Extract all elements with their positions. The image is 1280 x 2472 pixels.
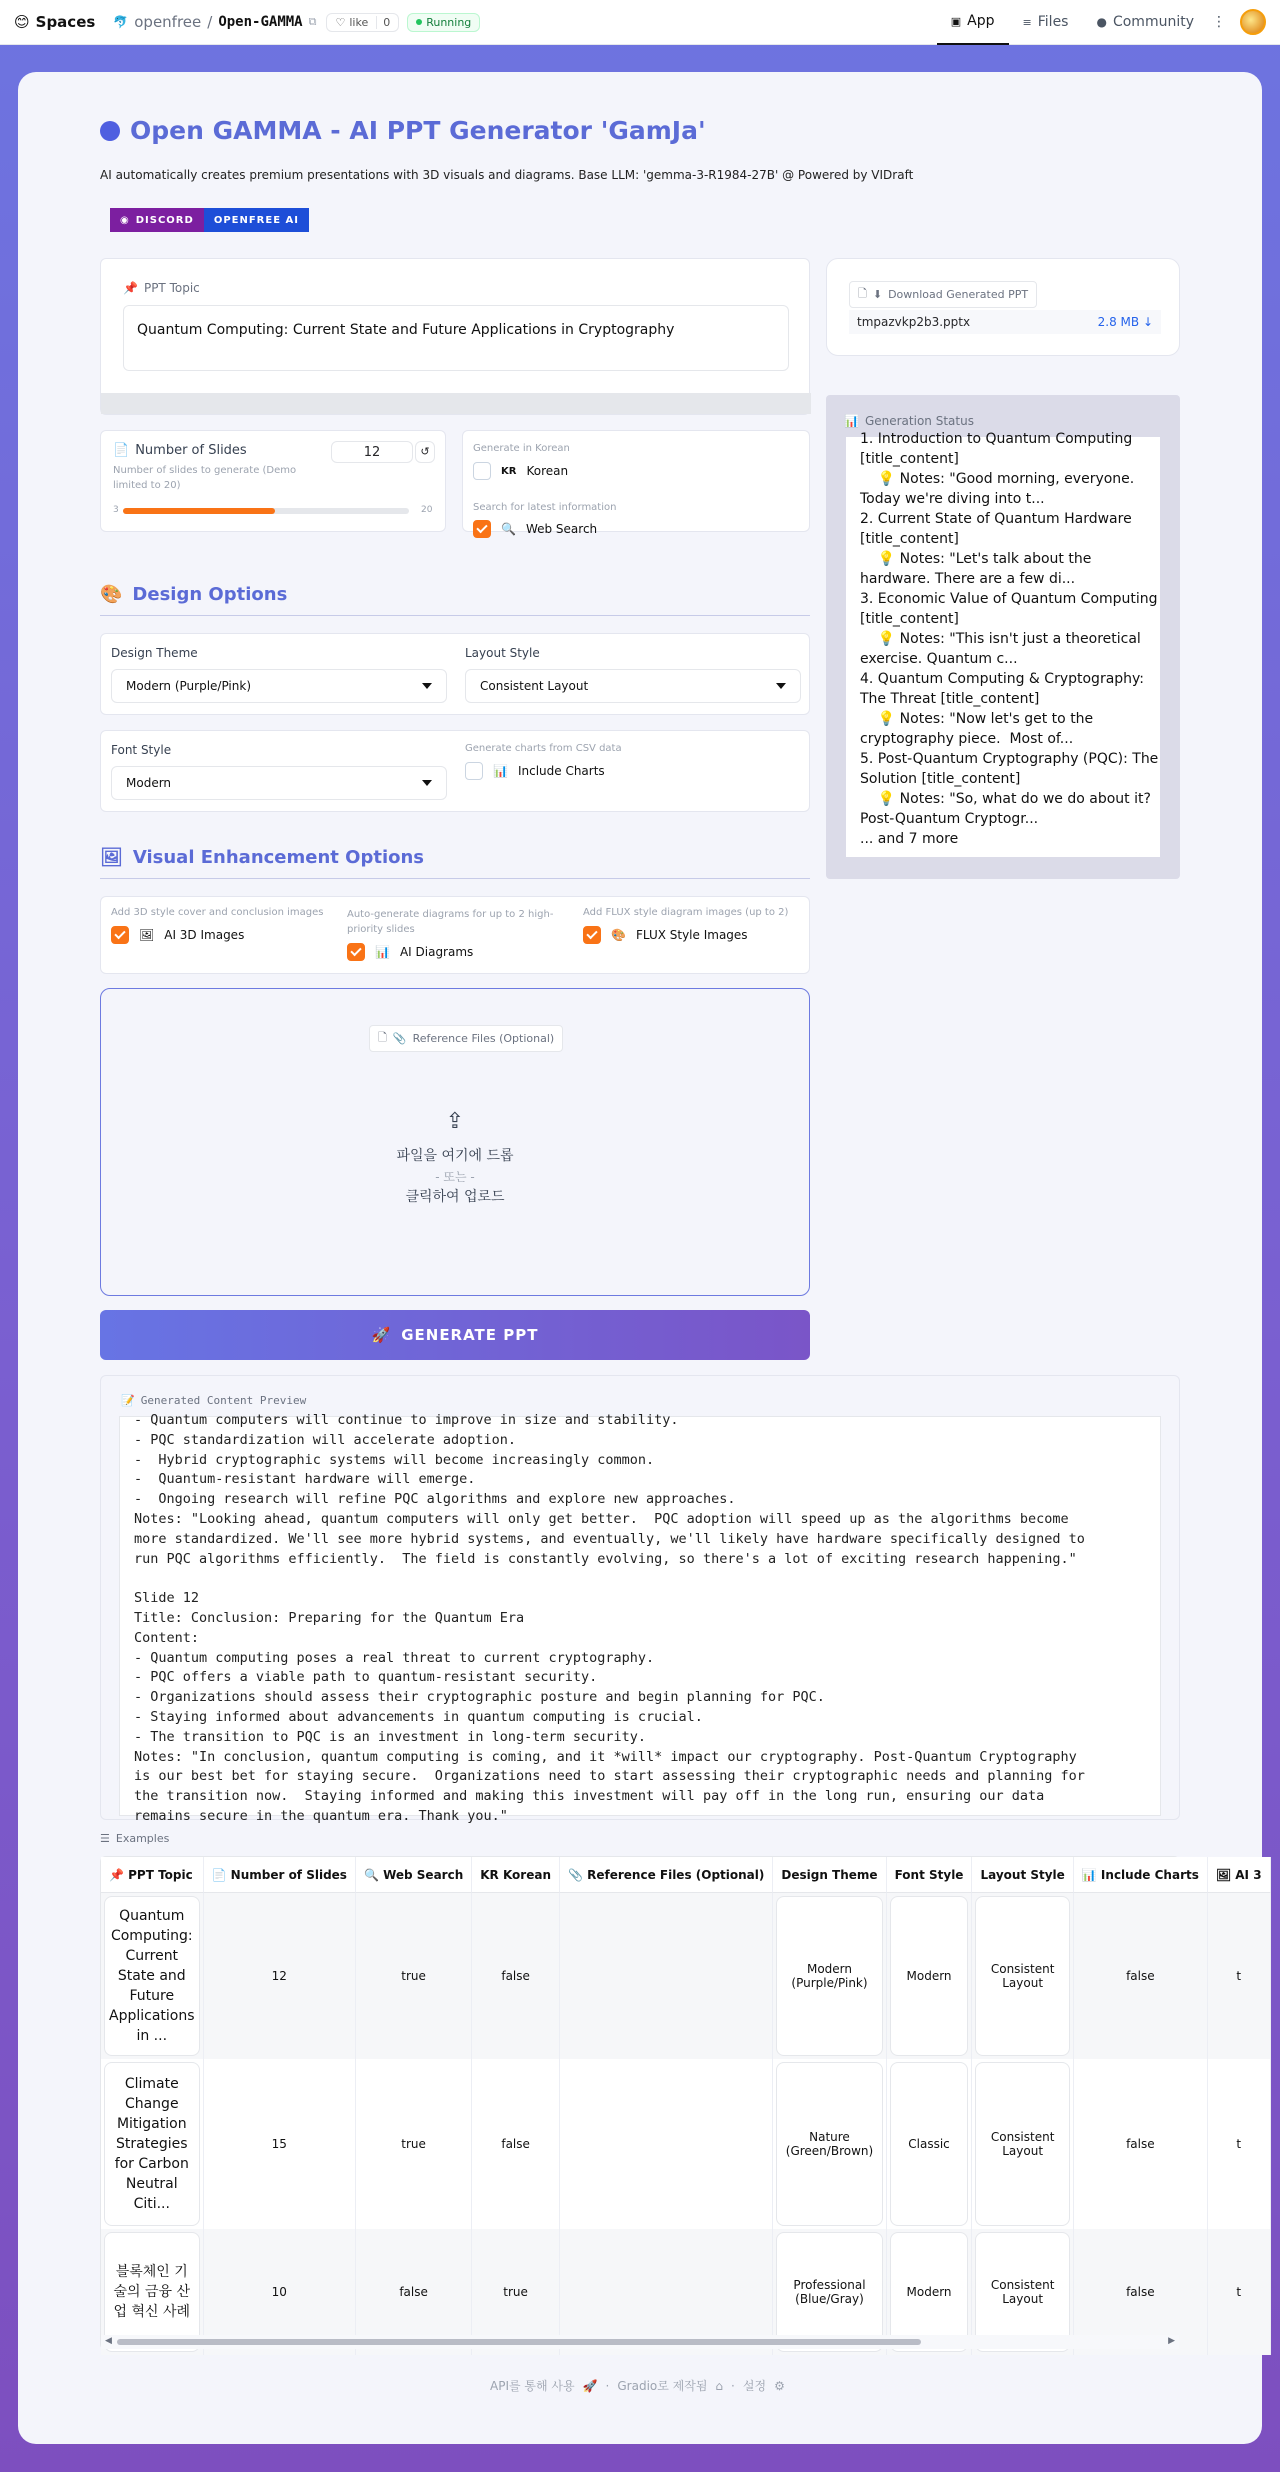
community-icon: ● [1096, 15, 1107, 29]
examples-cell[interactable] [773, 1893, 886, 2059]
preview-line: Title: Conclusion: Preparing for the Quantum Era [134, 1609, 525, 1626]
status-textbox[interactable] [846, 431, 1160, 857]
top-bar [0, 0, 1280, 45]
examples-column-header[interactable]: KR Korean [472, 1857, 560, 1893]
preview-line: - Staying informed about advancements in quantum computing is crucial. [134, 1708, 703, 1725]
examples-cell-value: t [1236, 1969, 1242, 1983]
search-icon: 🔍 [501, 522, 516, 536]
page-title-text: Open GAMMA - AI PPT Generator 'GamJa' [130, 116, 706, 145]
examples-row[interactable] [101, 1893, 1271, 2059]
examples-cell-value: Consistent Layout [975, 2062, 1069, 2226]
status-line: Today we're diving into t... [860, 491, 1045, 507]
footer-separator: · [731, 2378, 735, 2393]
examples-cell-value: 15 [271, 2137, 287, 2151]
preview-line [134, 1569, 1146, 1589]
document-icon: 📄 [113, 443, 130, 458]
preview-line: - PQC standardization will accelerate adoption. [134, 1431, 517, 1448]
visual-divider [100, 878, 810, 879]
upload-or-text: - 또는 - [435, 1170, 475, 1184]
openfree-badge-label: OPENFREE AI [213, 214, 299, 226]
status-line: 3. Economic Value of Quantum Computing [860, 591, 1158, 607]
examples-cell-value: Classic [890, 2062, 969, 2226]
layout-style-select[interactable] [465, 669, 801, 703]
include-charts-row[interactable] [465, 762, 605, 780]
nav-files[interactable] [1009, 0, 1083, 45]
examples-column-header[interactable]: 📌 PPT Topic [101, 1857, 204, 1893]
hugging-face-logo-icon: 😊 [14, 13, 30, 31]
examples-label-text: Examples [115, 1832, 170, 1845]
visual-options-heading [100, 847, 424, 868]
scroll-right-icon[interactable]: ▶ [1168, 2336, 1175, 2346]
nav-community-label: Community [1112, 14, 1194, 30]
examples-column-header[interactable]: Design Theme [773, 1857, 886, 1893]
paperclip-icon: 📎 [392, 1032, 407, 1045]
chart-icon: 📊 [844, 414, 859, 428]
design-theme-select[interactable] [111, 669, 447, 703]
websearch-checkbox[interactable] [473, 520, 491, 538]
examples-cell[interactable] [1208, 2059, 1271, 2229]
like-button[interactable] [326, 13, 399, 32]
visual-heading-text: Visual Enhancement Options [132, 847, 425, 868]
layout-style-label: Layout Style [465, 646, 540, 660]
preview-label [121, 1394, 306, 1407]
preview-line: Content: [134, 1629, 200, 1646]
slides-label-text: Number of Slides [135, 443, 247, 458]
preview-line: - Quantum computers will continue to improve in size and stability. [134, 1412, 679, 1428]
visual-options-panel [100, 896, 810, 974]
ai-3d-checkbox[interactable] [111, 926, 129, 944]
examples-cell-value: Modern [890, 2232, 969, 2352]
reference-files-upload[interactable] [100, 988, 810, 1296]
heart-icon: ♡ [335, 15, 346, 29]
footer-separator: · [605, 2378, 610, 2393]
design-divider [100, 615, 810, 616]
more-options-icon[interactable]: ⋮ [1212, 14, 1226, 30]
brand-label: Spaces [35, 13, 96, 31]
preview-label-text: Generated Content Preview [140, 1394, 307, 1407]
nav-app[interactable] [937, 0, 1009, 45]
examples-cell-value: false [501, 1969, 530, 1983]
spaces-brand[interactable] [14, 13, 95, 31]
path-separator: / [207, 13, 213, 31]
examples-cell-value: Consistent Layout [975, 2232, 1069, 2352]
slides-info: Number of slides to generate (Demo limited to 20) [113, 465, 297, 491]
preview-line: - Organizations should assess their cryptographic posture and begin planning for PQC. [134, 1689, 825, 1706]
examples-cell[interactable] [204, 1893, 356, 2059]
gradio-logo-icon: ⌂ [715, 2378, 724, 2393]
gear-icon: ⚙ [774, 2378, 785, 2393]
websearch-label: Web Search [525, 522, 598, 536]
preview-line: - PQC offers a viable path to quantum-resistant security. [134, 1669, 598, 1686]
download-size[interactable]: 2.8 MB ↓ [1097, 315, 1153, 329]
examples-cell[interactable] [1074, 2059, 1208, 2229]
status-line: 💡 Notes: "So, what do we do about it? [860, 791, 1151, 807]
openfree-badge[interactable] [204, 208, 309, 232]
org-avatar-icon: 🐬 [113, 15, 129, 29]
examples-column-header[interactable]: 📎 Reference Files (Optional) [560, 1857, 773, 1893]
page-subtitle: AI automatically creates premium presentations with 3D visuals and diagrams. Base LLM: 'gemma-3-R1984-27B' @ Powered by VIDraft [100, 168, 914, 182]
korean-info: Generate in Korean [473, 443, 570, 454]
flux-label: FLUX Style Images [635, 928, 748, 942]
examples-cell-value: Consistent Layout [975, 1896, 1069, 2056]
examples-column-header[interactable]: Layout Style [972, 1857, 1073, 1893]
running-status-badge[interactable] [407, 13, 480, 32]
ai-3d-info: Add 3D style cover and conclusion images [111, 907, 324, 918]
examples-label [100, 1832, 169, 1845]
repo-path [113, 13, 316, 31]
repo-owner-link[interactable]: openfree [134, 13, 202, 31]
design-theme-panel [100, 633, 810, 715]
flux-row[interactable] [583, 926, 748, 944]
examples-cell-value: false [1126, 2137, 1155, 2151]
ppt-topic-label-text: PPT Topic [143, 281, 200, 295]
like-label: like [349, 15, 369, 29]
status-line: ... and 7 more [860, 831, 959, 847]
examples-cell-value: Climate Change Mitigation Strategies for Carbon Neutral Citi... [104, 2062, 200, 2226]
examples-cell[interactable] [101, 2059, 204, 2229]
examples-cell-value: Professional (Blue/Gray) [776, 2232, 882, 2352]
copy-icon[interactable]: ⧉ [308, 15, 317, 28]
status-line: 💡 Notes: "Let's talk about the [860, 551, 1092, 567]
page-title [100, 116, 706, 145]
font-style-panel [100, 730, 810, 812]
scroll-left-icon[interactable]: ◀ [105, 2336, 112, 2346]
bomb-icon [100, 121, 120, 141]
preview-line: remains secure in the quantum era. Thank you." [134, 1807, 508, 1824]
font-style-select[interactable] [111, 766, 447, 800]
korean-flag-icon: KR [501, 465, 517, 477]
status-line: 💡 Notes: "Now let's get to the [860, 711, 1094, 727]
design-theme-label: Design Theme [111, 646, 198, 660]
examples-cell-value: Quantum Computing: Current State and Future Applications in ... [104, 1896, 200, 2056]
ai-diagrams-row[interactable] [347, 943, 473, 961]
chevron-down-icon [776, 683, 786, 689]
ai-diagrams-info: Auto-generate diagrams for up to 2 high-priority slides [347, 909, 554, 935]
examples-cell[interactable] [972, 2059, 1073, 2229]
nav-files-label: Files [1037, 14, 1069, 30]
like-count: 0 [376, 16, 390, 29]
slider-min: 3 [113, 505, 119, 515]
slider-max: 20 [421, 505, 433, 515]
include-charts-checkbox[interactable] [465, 762, 483, 780]
preview-line: - Quantum computing poses a real threat to current cryptography. [134, 1649, 655, 1666]
ai-diagrams-checkbox[interactable] [347, 943, 365, 961]
status-label-text: Generation Status [864, 414, 974, 428]
footer-settings-link[interactable]: 설정 [742, 2379, 767, 2393]
ai-3d-label: AI 3D Images [164, 928, 245, 942]
websearch-info: Search for latest information [473, 502, 617, 513]
layout-style-value: Consistent Layout [480, 679, 589, 693]
examples-cell-value: false [501, 2137, 530, 2151]
ppt-topic-input[interactable]: Quantum Computing: Current State and Future Applications in Cryptography [123, 305, 789, 371]
image-icon: 🖼 [100, 847, 123, 868]
status-line: 💡 Notes: "Good morning, everyone. [860, 471, 1135, 487]
status-line: Solution [title_content] [860, 771, 1021, 787]
options-panel [462, 430, 810, 536]
status-line: [title_content] [860, 611, 959, 627]
examples-cell[interactable] [204, 2059, 356, 2229]
examples-cell[interactable] [356, 1893, 472, 2059]
flux-checkbox[interactable] [583, 926, 601, 944]
download-icon: ⬇ [872, 288, 883, 301]
rocket-icon: 🚀 [582, 2378, 598, 2393]
discord-icon: ◉ [120, 214, 130, 226]
examples-cell-value: true [503, 2285, 528, 2299]
download-filename[interactable]: tmpazvkp2b3.pptx [857, 315, 971, 329]
slider-fill [123, 508, 275, 514]
design-heading-text: Design Options [132, 584, 288, 605]
examples-header-row [101, 1857, 1271, 1893]
discord-badge[interactable] [110, 208, 204, 232]
examples-cell[interactable] [887, 1893, 973, 2059]
slides-number-input[interactable]: 12 [331, 441, 413, 463]
status-label: Running [426, 15, 472, 29]
footer-gradio-link[interactable]: Gradio로 제작됨 [617, 2379, 708, 2393]
examples-table [101, 1857, 1271, 2355]
examples-cell[interactable] [972, 1893, 1073, 2059]
status-label [844, 414, 974, 428]
upload-icon: ⇪ [445, 1109, 465, 1134]
image-icon: 🖼 [139, 928, 155, 942]
status-line: 4. Quantum Computing & Cryptography: [860, 671, 1145, 687]
ppt-topic-label [123, 281, 200, 295]
korean-checkbox-row[interactable] [473, 462, 568, 480]
chevron-down-icon [422, 683, 432, 689]
palette-icon: 🎨 [611, 928, 626, 942]
file-icon: 🗋 [378, 1031, 387, 1044]
download-panel [826, 258, 1180, 356]
preview-line: Notes: "Looking ahead, quantum computers will only get better. PQC adoption will speed up as the algorithms become [134, 1510, 1069, 1527]
font-style-label: Font Style [111, 743, 172, 757]
generate-ppt-button[interactable] [100, 1310, 810, 1360]
examples-cell-value: Nature (Green/Brown) [776, 2062, 882, 2226]
preview-line: - The transition to PQC is an investment in long-term security. [134, 1728, 647, 1745]
upload-click-text: 클릭하여 업로드 [405, 1189, 505, 1205]
status-line: [title_content] [860, 451, 959, 467]
examples-cell-value: 블록체인 기술의 금융 산업 혁신 사례 [104, 2232, 200, 2352]
include-charts-label: Include Charts [517, 764, 605, 778]
generation-status-panel [826, 395, 1180, 879]
examples-cell-value: true [401, 2137, 426, 2151]
scrollbar-thumb[interactable] [117, 2339, 921, 2345]
examples-cell-value: Modern [890, 1896, 969, 2056]
nav-app-label: App [967, 13, 995, 29]
preview-line: - Hybrid cryptographic systems will become increasingly common. [134, 1451, 655, 1468]
examples-column-header[interactable]: Font Style [887, 1857, 973, 1893]
user-avatar[interactable] [1240, 9, 1266, 35]
memo-icon: 📝 [121, 1394, 135, 1407]
chart-icon: 📊 [375, 945, 390, 959]
pin-icon: 📌 [123, 281, 138, 295]
repo-name-link[interactable]: Open-GAMMA [218, 14, 303, 30]
examples-row[interactable] [101, 2059, 1271, 2229]
examples-cell-value: false [399, 2285, 428, 2299]
korean-checkbox[interactable] [473, 462, 491, 480]
download-label [849, 281, 1037, 308]
examples-cell-value: Modern (Purple/Pink) [776, 1896, 882, 2056]
examples-cell-value: t [1236, 2285, 1242, 2299]
status-line: The Threat [title_content] [860, 691, 1040, 707]
preview-textarea[interactable] [119, 1412, 1161, 1824]
examples-cell-value: false [1126, 1969, 1155, 1983]
rocket-icon: 🚀 [371, 1326, 392, 1344]
examples-column-header[interactable]: 📄 Number of Slides [204, 1857, 356, 1893]
preview-line: - Ongoing research will refine PQC algorithms and explore new approaches. [134, 1491, 736, 1508]
footer-api-link[interactable]: API를 통해 사용 [490, 2379, 575, 2393]
discord-badge-label: DISCORD [135, 214, 194, 226]
preview-line: Slide 12 [134, 1590, 200, 1607]
examples-cell[interactable] [560, 2059, 773, 2229]
status-line: exercise. Quantum c... [860, 651, 1018, 667]
app-icon: ▣ [950, 14, 962, 28]
ppt-topic-panel [100, 258, 810, 415]
preview-line: is our best bet for staying secure. Organizations need to start assessing their cryptographic needs and planning for [134, 1768, 1085, 1785]
examples-cell-value: false [1126, 2285, 1155, 2299]
korean-label: Korean [526, 464, 569, 478]
examples-cell[interactable] [472, 2059, 560, 2229]
examples-cell[interactable] [101, 1893, 204, 2059]
nav-community[interactable] [1082, 0, 1208, 45]
status-line: Post-Quantum Cryptogr... [860, 811, 1039, 827]
topic-footer-bar [101, 393, 811, 414]
status-line: 5. Post-Quantum Cryptography (PQC): The [860, 751, 1159, 767]
preview-line: the transition now. Staying informed and making this investment will pay off in the long run, ensuring our data [134, 1788, 1045, 1805]
upload-label-text: Reference Files (Optional) [412, 1032, 555, 1045]
charts-info: Generate charts from CSV data [465, 743, 622, 754]
list-icon: ☰ [100, 1832, 110, 1845]
examples-cell-value: t [1236, 2137, 1242, 2151]
preview-line: run PQC algorithms efficiently. The field is constantly evolving, so there's a lot of exciting research happening." [134, 1550, 1077, 1567]
horizontal-scrollbar[interactable] [101, 2335, 1179, 2349]
download-file-row[interactable] [849, 310, 1161, 334]
chevron-down-icon [422, 780, 432, 786]
slides-slider[interactable] [123, 508, 409, 514]
examples-cell-value: true [401, 1969, 426, 1983]
chart-icon: 📊 [493, 764, 508, 778]
number-of-slides-panel [100, 430, 446, 532]
status-line: 1. Introduction to Quantum Computing [860, 431, 1133, 447]
examples-column-header[interactable]: 🖼 AI 3 [1208, 1857, 1271, 1893]
status-line: hardware. There are a few di... [860, 571, 1076, 587]
ai-diagrams-label: AI Diagrams [399, 945, 474, 959]
preview-line: more standardized. We'll see more hybrid systems, and eventually, we'll likely have hardware specifically designed to [134, 1530, 1085, 1547]
examples-cell-value: 10 [271, 2285, 287, 2299]
examples-cell-value: 12 [271, 1969, 287, 1983]
generate-button-label: GENERATE PPT [401, 1326, 539, 1344]
slides-label [113, 443, 247, 458]
examples-cell[interactable] [472, 1893, 560, 2059]
footer [490, 2377, 785, 2394]
examples-column-header[interactable]: 🔍 Web Search [356, 1857, 472, 1893]
file-icon: 🗋 [858, 287, 867, 300]
examples-cell[interactable] [887, 2059, 973, 2229]
font-style-value: Modern [126, 776, 172, 790]
design-theme-value: Modern (Purple/Pink) [126, 679, 252, 693]
status-line: [title_content] [860, 531, 959, 547]
reset-icon[interactable]: ↺ [415, 441, 435, 463]
examples-cell[interactable] [773, 2059, 886, 2229]
badges-row [110, 208, 309, 232]
examples-table-container [100, 1856, 1262, 2350]
content-preview-panel [100, 1375, 1180, 1824]
status-line: 💡 Notes: "This isn't just a theoretical [860, 631, 1141, 647]
examples-cell[interactable] [1208, 1893, 1271, 2059]
ai-3d-row[interactable] [111, 926, 244, 944]
flux-info: Add FLUX style diagram images (up to 2) [583, 907, 789, 918]
status-dot-icon [416, 19, 422, 25]
upload-label [369, 1025, 563, 1052]
status-line: 2. Current State of Quantum Hardware [860, 511, 1132, 527]
examples-cell[interactable] [1208, 2229, 1271, 2355]
examples-cell[interactable] [356, 2059, 472, 2229]
design-options-heading [100, 584, 287, 605]
examples-cell[interactable] [1074, 1893, 1208, 2059]
preview-line: - Quantum-resistant hardware will emerge. [134, 1471, 476, 1488]
preview-line: Notes: "In conclusion, quantum computing is coming, and it *will* impact our cryptography. Post-Quantum Cryptography [134, 1748, 1077, 1765]
examples-column-header[interactable]: 📊 Include Charts [1074, 1857, 1208, 1893]
status-line: cryptography piece. Most of... [860, 731, 1074, 747]
download-label-text: Download Generated PPT [888, 288, 1029, 301]
examples-cell[interactable] [560, 1893, 773, 2059]
upload-drop-text: 파일을 여기에 드롭 [396, 1148, 514, 1164]
files-icon: ≡ [1022, 15, 1032, 29]
websearch-checkbox-row[interactable] [473, 520, 597, 538]
palette-icon: 🎨 [100, 584, 123, 605]
